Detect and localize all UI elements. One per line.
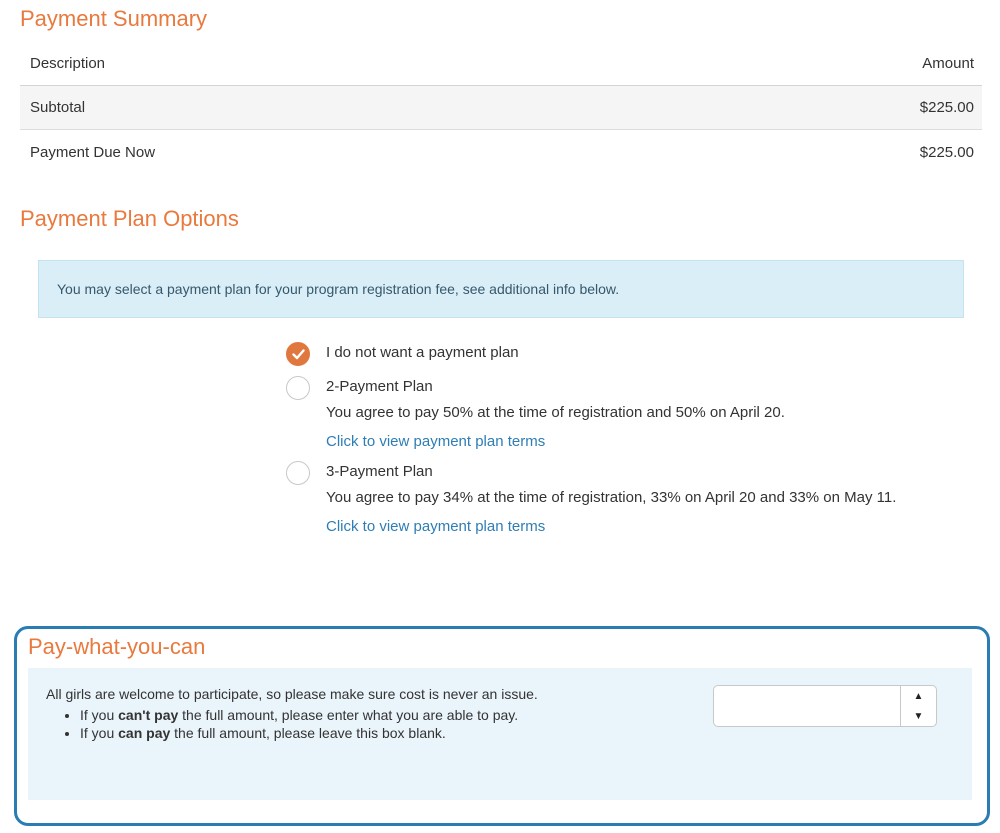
- radio-3-payment-plan[interactable]: [286, 461, 310, 485]
- table-row: [20, 130, 982, 174]
- table-row: [20, 86, 982, 130]
- payment-summary-table: [20, 42, 982, 174]
- check-icon: [292, 349, 305, 360]
- row-amount: $225.00: [919, 143, 974, 161]
- chevron-down-icon[interactable]: ▼: [913, 710, 924, 722]
- plan-label: I do not want a payment plan: [326, 344, 519, 361]
- view-terms-link[interactable]: Click to view payment plan terms: [326, 518, 546, 535]
- bullet-text: If you: [80, 725, 119, 741]
- payment-summary-title: Payment Summary: [20, 6, 208, 31]
- plan-label: 3-Payment Plan: [326, 463, 433, 480]
- bullet-emphasis: can't pay: [118, 707, 179, 723]
- list-item: [80, 706, 518, 724]
- payment-plan-title: Payment Plan Options: [20, 206, 239, 231]
- view-terms-link[interactable]: Click to view payment plan terms: [326, 433, 546, 450]
- stepper-controls: [900, 686, 936, 726]
- column-header-description: Description: [30, 55, 106, 72]
- chevron-up-icon[interactable]: ▲: [913, 690, 924, 702]
- payment-plan-radio-group: [286, 340, 926, 537]
- bullet-text: the full amount, please leave this box blank.: [170, 725, 446, 741]
- list-item: [80, 724, 518, 742]
- plan-description: You agree to pay 50% at the time of registration and 50% on April 20.: [326, 404, 785, 421]
- pwyc-intro-text: All girls are welcome to participate, so please make sure cost is never an issue.: [46, 686, 538, 702]
- row-description: Payment Due Now: [30, 143, 156, 161]
- payment-plan-info-banner: [38, 260, 964, 318]
- radio-2-payment-plan[interactable]: [286, 376, 310, 400]
- plan-option-3-payment[interactable]: [286, 459, 926, 537]
- pay-amount-stepper: [713, 685, 937, 727]
- radio-no-plan[interactable]: [286, 342, 310, 366]
- row-amount: $225.00: [919, 99, 974, 116]
- bullet-text: the full amount, please enter what you are able to pay.: [178, 707, 519, 723]
- bullet-text: If you: [80, 707, 119, 723]
- plan-option-2-payment[interactable]: [286, 374, 926, 452]
- plan-option-none[interactable]: [286, 340, 926, 366]
- column-header-amount: Amount: [922, 55, 974, 72]
- pay-what-you-can-title: Pay-what-you-can: [28, 634, 206, 659]
- pwyc-bullet-list: [66, 706, 518, 742]
- table-header-row: [20, 42, 982, 86]
- pay-what-you-can-panel: [28, 668, 972, 800]
- plan-label: 2-Payment Plan: [326, 378, 433, 395]
- bullet-emphasis: can pay: [118, 725, 171, 741]
- row-description: Subtotal: [30, 99, 86, 116]
- info-text: You may select a payment plan for your program registration fee, see additional info below.: [57, 281, 620, 297]
- pay-amount-input[interactable]: [714, 686, 899, 726]
- plan-description: You agree to pay 34% at the time of registration, 33% on April 20 and 33% on May 11.: [326, 489, 897, 506]
